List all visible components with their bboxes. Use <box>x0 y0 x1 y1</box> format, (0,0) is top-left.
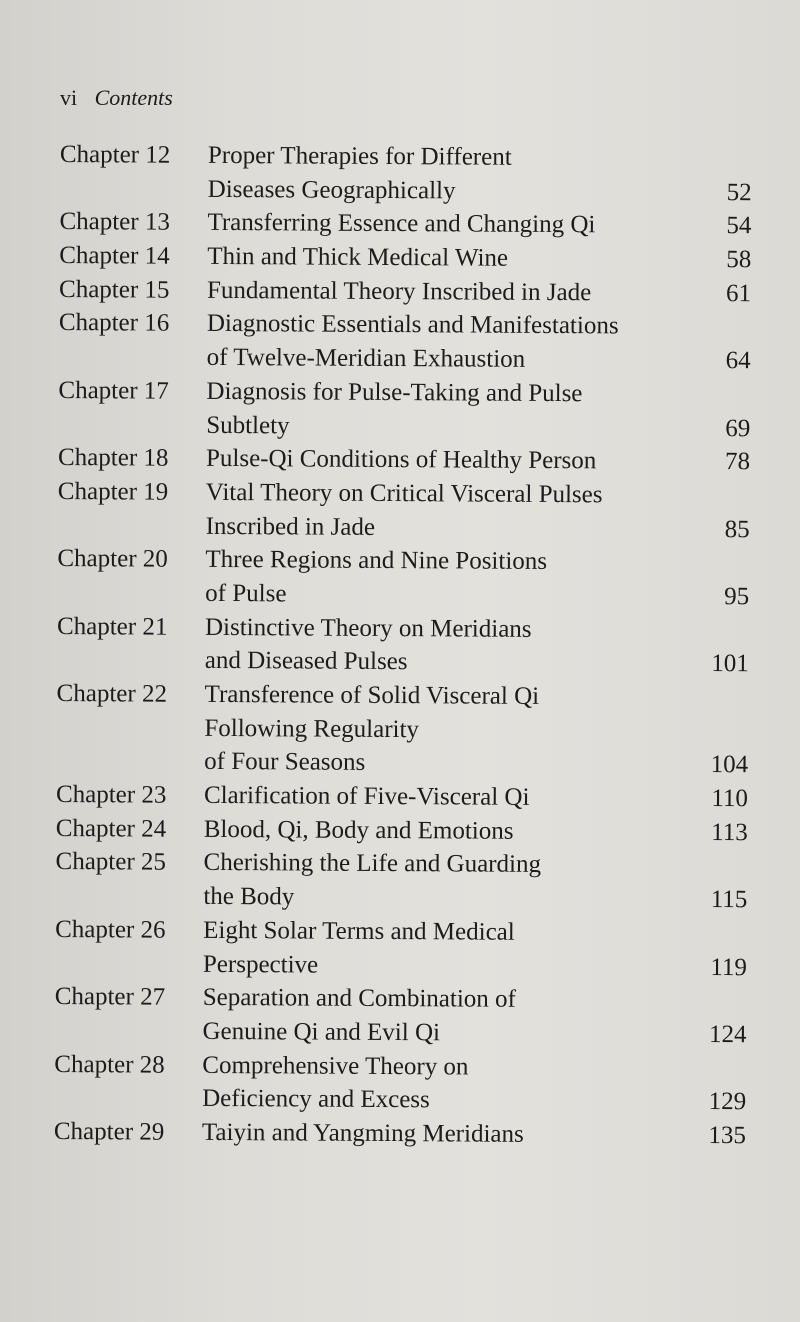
toc-entry <box>59 273 751 311</box>
chapter-label: Chapter 18 <box>57 444 169 472</box>
chapter-label: Chapter 29 <box>53 1117 165 1146</box>
chapter-label: Chapter 22 <box>56 679 168 708</box>
chapter-label: Chapter 20 <box>57 545 168 573</box>
page-number-spacer <box>675 849 747 883</box>
chapter-title-line: Proper Therapies for Different <box>207 141 512 171</box>
toc-entry <box>56 677 749 782</box>
toc-entry <box>58 475 750 547</box>
chapter-label: Chapter 24 <box>55 814 167 843</box>
page-number: 124 <box>708 1020 747 1049</box>
chapter-label-spacer <box>55 946 203 981</box>
page-number-spacer <box>674 1051 746 1085</box>
page-number-spacer <box>676 714 748 748</box>
chapter-title-line: Deficiency and Excess <box>202 1085 430 1114</box>
chapter-label: Chapter 26 <box>55 915 166 944</box>
chapter-title-line: Transferring Essence and Changing Qi <box>207 209 596 239</box>
page-number-spacer <box>676 681 748 715</box>
toc-entry <box>54 1115 746 1153</box>
chapter-label: Chapter 25 <box>55 848 167 877</box>
chapter-label: Chapter 28 <box>54 1050 165 1079</box>
toc-entry <box>57 542 749 614</box>
chapter-title-line: Cherishing the Life and Guarding <box>203 849 542 879</box>
page-number: 78 <box>724 448 751 476</box>
page-number: 104 <box>710 751 749 779</box>
chapter-label-spacer <box>54 1081 202 1116</box>
toc-entry <box>60 138 752 210</box>
chapter-title-line: Diagnostic Essentials and Manifestations <box>206 310 619 340</box>
chapter-label-spacer <box>57 643 205 678</box>
page-number: 110 <box>711 785 749 813</box>
page-number: 64 <box>725 347 751 375</box>
running-head <box>60 84 173 112</box>
toc-entry <box>57 610 749 682</box>
chapter-title-line: Comprehensive Theory on <box>202 1051 469 1081</box>
toc-entry <box>59 306 751 378</box>
chapter-label: Chapter 23 <box>55 781 167 809</box>
chapter-title-line: and Diseased Pulses <box>204 647 408 676</box>
chapter-title-line: Eight Solar Terms and Medical <box>203 916 515 946</box>
chapter-title-line: Transference of Solid Visceral Qi <box>204 680 540 710</box>
toc-entry <box>58 441 750 479</box>
page-number: 58 <box>726 246 752 274</box>
toc-entry <box>55 913 747 985</box>
chapter-label: Chapter 19 <box>57 477 169 506</box>
page-number-spacer <box>675 984 747 1018</box>
chapter-label-spacer <box>56 711 204 746</box>
chapter-title-line: Taiyin and Yangming Meridians <box>201 1118 524 1148</box>
chapter-label: Chapter 14 <box>59 242 170 270</box>
chapter-title-line: Following Regularity <box>204 714 420 743</box>
chapter-title-line: Perspective <box>202 950 319 979</box>
chapter-label: Chapter 21 <box>56 612 168 641</box>
chapter-title-line: Diagnosis for Pulse-Taking and Pulse <box>206 377 583 408</box>
chapter-label-spacer <box>58 509 206 544</box>
toc-entry <box>59 239 751 277</box>
chapter-label: Chapter 27 <box>54 983 166 1011</box>
page-number-spacer <box>678 479 750 513</box>
toc-entry <box>54 980 746 1052</box>
page-number-spacer <box>679 310 751 344</box>
toc-entry <box>56 778 748 816</box>
chapter-title-line: Three Regions and Nine Positions <box>205 546 548 576</box>
page-number: 115 <box>710 886 748 914</box>
chapter-title-line: Clarification of Five-Visceral Qi <box>203 781 530 811</box>
page-number-spacer <box>675 917 747 951</box>
page-folio: vi <box>60 85 78 110</box>
page-number: 54 <box>726 212 752 240</box>
page-number-spacer <box>680 142 752 176</box>
chapter-title-line: Genuine Qi and Evil Qi <box>202 1017 441 1047</box>
page-number-spacer <box>677 546 749 580</box>
table-of-contents <box>54 138 752 1153</box>
chapter-label: Chapter 15 <box>58 275 170 304</box>
chapter-title-line: the Body <box>203 883 295 911</box>
chapter-label-spacer <box>55 879 203 914</box>
chapter-title-line: Vital Theory on Critical Visceral Pulses <box>205 478 603 509</box>
chapter-title-line: Distinctive Theory on Meridians <box>204 613 532 643</box>
toc-entry <box>54 1048 746 1120</box>
page-number-spacer <box>678 378 750 412</box>
chapter-title-line: of Twelve-Meridian Exhaustion <box>206 344 526 373</box>
chapter-title-line: Inscribed in Jade <box>205 512 376 541</box>
chapter-label-spacer <box>54 1014 202 1049</box>
chapter-label-spacer <box>58 407 206 442</box>
chapter-label: Chapter 13 <box>59 208 170 237</box>
chapter-label: Chapter 12 <box>59 140 171 169</box>
chapter-title-line: Blood, Qi, Body and Emotions <box>203 815 514 845</box>
chapter-title-line: Diseases Geographically <box>207 175 456 205</box>
page-number-spacer <box>677 613 749 647</box>
chapter-label-spacer <box>57 576 205 611</box>
chapter-label-spacer <box>59 340 207 375</box>
toc-entry <box>59 205 751 243</box>
page-number: 69 <box>725 414 751 442</box>
chapter-label-spacer <box>60 172 208 207</box>
page-number: 135 <box>708 1121 747 1150</box>
page-number: 129 <box>708 1088 747 1116</box>
page-number: 113 <box>711 818 748 846</box>
page-number: 61 <box>725 279 752 307</box>
toc-entry <box>55 845 747 917</box>
chapter-title-line: Pulse-Qi Conditions of Healthy Person <box>205 445 597 475</box>
toc-entry <box>58 374 750 446</box>
running-head-title: Contents <box>94 85 173 110</box>
chapter-label: Chapter 17 <box>58 376 169 405</box>
toc-entry <box>56 812 748 850</box>
chapter-title-line: Subtlety <box>206 411 290 439</box>
page-number: 119 <box>710 953 748 981</box>
page-number: 52 <box>726 178 752 206</box>
chapter-title-line: Separation and Combination of <box>202 984 516 1013</box>
chapter-label: Chapter 16 <box>58 309 170 338</box>
chapter-title-line: Thin and Thick Medical Wine <box>207 242 509 272</box>
page-number: 101 <box>711 650 749 678</box>
chapter-title-line: of Four Seasons <box>204 748 366 777</box>
chapter-label-spacer <box>56 744 204 779</box>
chapter-title-line: Fundamental Theory Inscribed in Jade <box>206 276 592 306</box>
chapter-title-line: of Pulse <box>205 579 287 608</box>
page-number: 95 <box>724 583 750 611</box>
page-number: 85 <box>724 515 750 543</box>
